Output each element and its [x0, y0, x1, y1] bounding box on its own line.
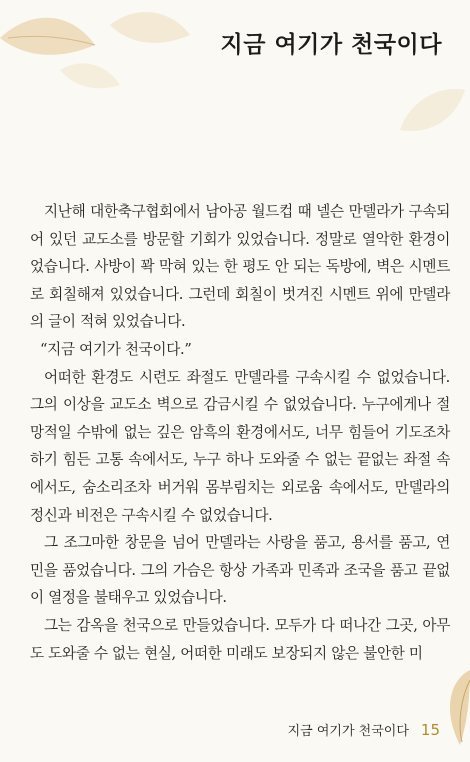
running-title: 지금 여기가 천국이다 — [287, 724, 409, 739]
paragraph: 그 조그마한 창문을 넘어 만델라는 사랑을 품고, 용서를 품고, 연민을 품었습니다. 그의 가슴은 항상 가족과 민족과 조국을 품고 끝없이 열정을 불태우고 있었습니다. — [30, 534, 450, 607]
paragraph: 지난해 대한축구협회에서 남아공 월드컵 때 넬슨 만델라가 구속되어 있던 교도소를 방문할 기회가 있었습니다. 정말로 열악한 환경이었습니다. 사방이 꽉 막혀 있는 한 평도 안 되는 독방에, 벽은 시멘트로 회칠해져 있었습니다. 그런데 회칠이 벗겨진 시멘트 위에 만델라의 글이 적혀 있었습니다. — [30, 203, 450, 331]
page-number: 15 — [420, 721, 440, 739]
leaf-decoration-right-top — [380, 60, 470, 150]
paragraph: 그는 감옥을 천국으로 만들었습니다. 모두가 다 떠나간 그곳, 아무도 도와줄 수 없는 현실, 어떠한 미래도 보장되지 않은 불안한 미 — [30, 616, 450, 662]
leaf-decoration-top-left — [0, 0, 200, 110]
page-footer — [288, 720, 440, 739]
quote-paragraph: “지금 여기가 천국이다.” — [40, 340, 192, 358]
paragraph: 어떠한 환경도 시련도 좌절도 만델라를 구속시킬 수 없었습니다. 그의 이상을 교도소 벽으로 감금시킬 수 없었습니다. 누구에게나 절망적일 수밖에 없는 깊은 암흑의 환경에서도, 너무 힘들어 기도조차 하기 힘든 고통 속에서도, 누구 하나 도와줄 수 없는 끝없는 좌절 속에서도, 숨소리조차 버거워 몸부림치는 외로움 속에서도, 만델라의 정신과 비전은 구속시킬 수 없었습니다. — [30, 368, 450, 524]
body-text — [30, 198, 450, 667]
chapter-title: 지금 여기가 천국이다 — [220, 32, 442, 58]
